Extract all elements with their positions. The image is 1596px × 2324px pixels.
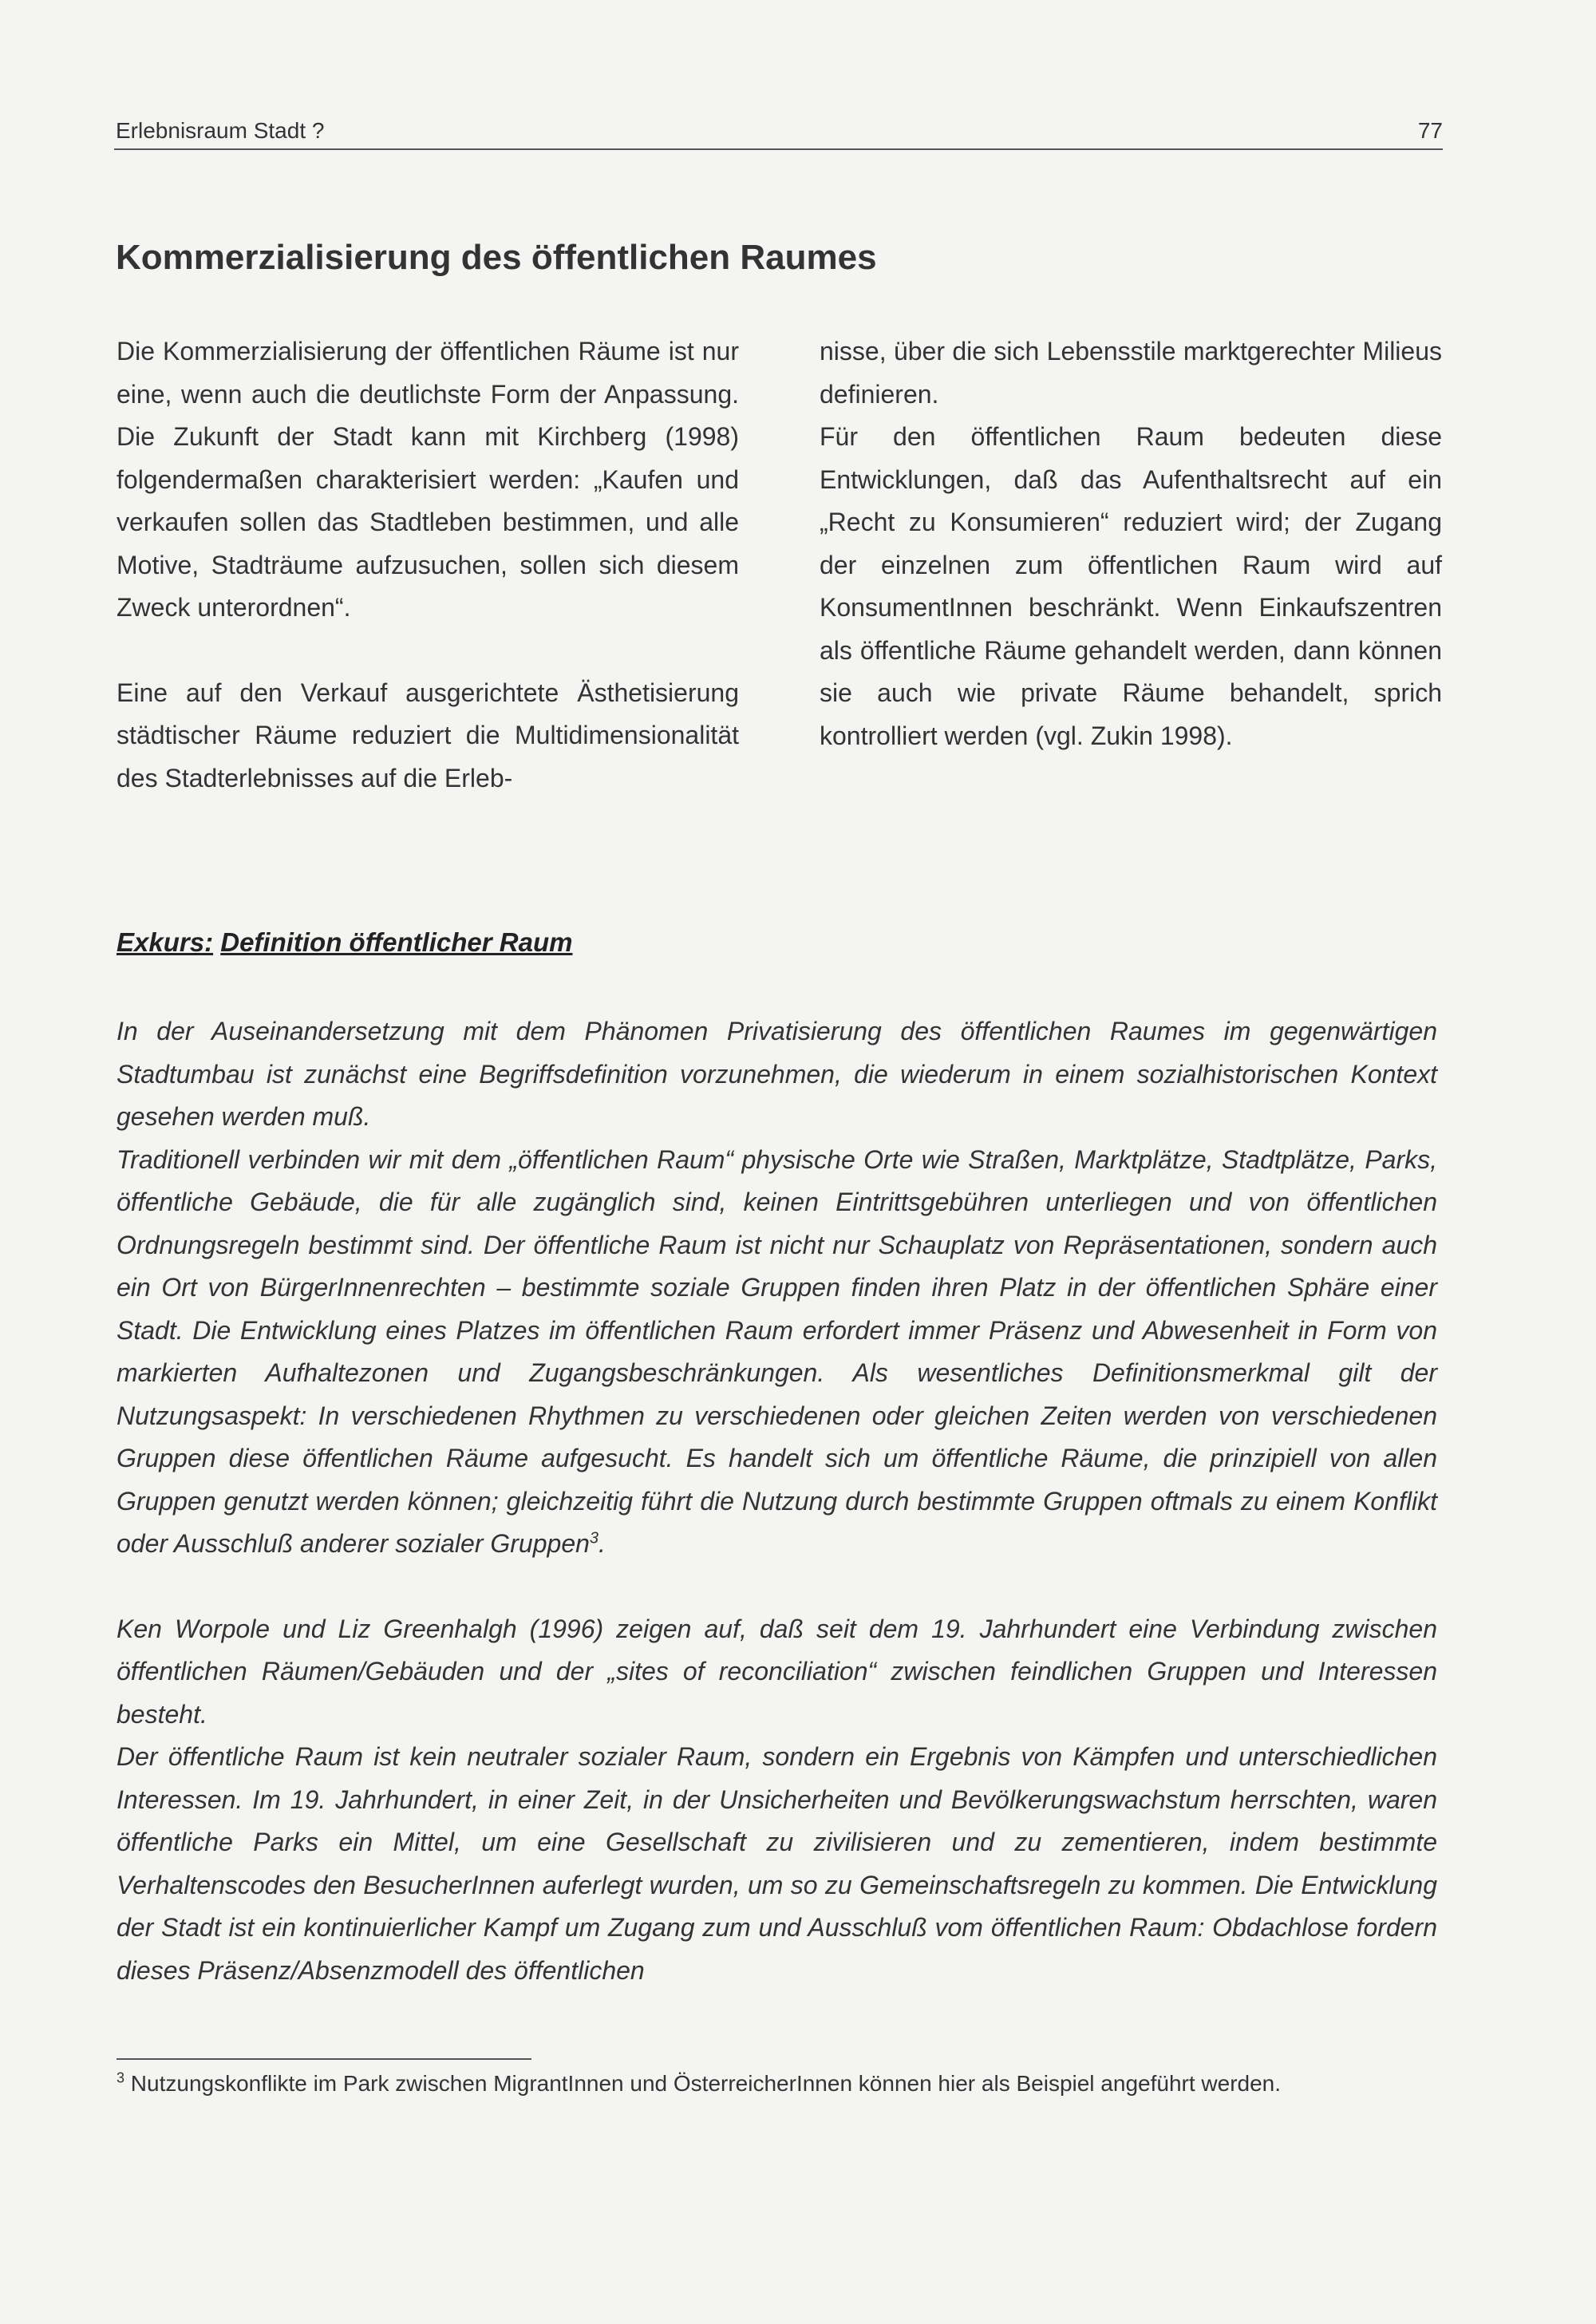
chapter-title: Kommerzialisierung des öffentlichen Raumes [116,238,877,277]
footnote-text: Nutzungskonflikte im Park zwischen MigrantInnen und ÖsterreicherInnen können hier als Beispiel angeführt werden. [130,2071,1282,2096]
paragraph-end: . [598,1529,606,1558]
paragraph-text: Traditionell verbinden wir mit dem „öffentlichen Raum“ physische Orte wie Straßen, Marktplätze, Stadtplätze, Parks, öffentliche Gebäude, die für alle zugänglich sind, keinen Eintrittsgebühren unterliegen und von öffentlichen Ordnungsregeln bestimmt sind. Der öffentliche Raum ist nicht nur Schauplatz von Repräsentationen, sondern auch ein Ort von BürgerInnenrechten – bestimmte soziale Gruppen finden ihren Platz in der öffentlichen Sphäre einer Stadt. Die Entwicklung eines Platzes im öffentlichen Raum erfordert immer Präsenz und Abwesenheit in Form von markierten Aufhaltezonen und Zugangsbeschränkungen. Als wesentliches Definitionsmerkmal gilt der Nutzungsaspekt: In verschiedenen Rhythmen zu verschiedenen oder gleichen Zeiten werden von verschiedenen Gruppen diese öffentlichen Räume aufgesucht. Es handelt sich um öffentliche Räume, die prinzipiell von allen Gruppen genutzt werden können; gleichzeitig führt die Nutzung durch bestimmte Gruppen oftmals zu einem Konflikt oder Ausschluß anderer sozialer Gruppen [117,1144,1437,1558]
page-number: 77 [1417,118,1443,143]
running-title: Erlebnisraum Stadt ? [116,118,325,143]
paragraph [117,1139,1437,1566]
excursus-label: Exkurs: [117,927,214,957]
paragraph: nisse, über die sich Lebensstile marktgerechter Milieus definieren. [820,337,1442,409]
paragraph: In der Auseinandersetzung mit dem Phänomen Privatisierung des öffentlichen Raumes im gegenwärtigen Stadtumbau ist zunächst eine Begriffsdefinition vorzunehmen, die wiederum in einem sozialhistorischen Kontext gesehen werden muß. [117,1017,1437,1131]
paragraph: Der öffentliche Raum ist kein neutraler sozialer Raum, sondern ein Ergebnis von Kämpfen und unterschiedlichen Interessen. Im 19. Jahrhundert, in einer Zeit, in der Unsicherheiten und Bevölkerungswachstum herrschten, waren öffentliche Parks ein Mittel, um eine Gesellschaft zu zivilisieren und zu zementieren, indem bestimmte Verhaltenscodes den BesucherInnen auferlegt wurden, um so zu Gemeinschaftsregeln zu kommen. Die Entwicklung der Stadt ist ein kontinuierlicher Kampf um Zugang zum und Ausschluß vom öffentlichen Raum: Obdachlose fordern dieses Präsenz/Absenzmodell des öffentlichen [117,1742,1437,1985]
footnote-reference[interactable]: 3 [589,1529,599,1547]
excursus-heading [117,927,572,958]
paragraph: Ken Worpole und Liz Greenhalgh (1996) zeigen auf, daß seit dem 19. Jahrhundert eine Verbindung zwischen öffentlichen Räumen/Gebäuden und der „sites of reconciliation“ zwischen feindlichen Gruppen und Interessen besteht. [117,1614,1437,1729]
left-column [117,330,739,800]
excursus-body [117,1010,1437,1992]
footnote-marker: 3 [117,2069,125,2086]
running-header [114,118,1443,150]
right-column [820,330,1442,757]
paragraph: Für den öffentlichen Raum bedeuten diese Entwicklungen, daß das Aufenthaltsrecht auf ein „Recht zu Konsumieren“ reduziert wird; der Zugang der einzelnen zum öffentlichen Raum wird auf KonsumentInnen beschränkt. Wenn Einkaufszentren als öffentliche Räume gehandelt werden, dann können sie auch wie private Räume behandelt, sprich kontrolliert werden (vgl. Zukin 1998). [820,422,1442,750]
paragraph: Eine auf den Verkauf ausgerichtete Ästhetisierung städtischer Räume reduziert die Multidimensionalität des Stadterlebnisses auf die Erleb- [117,678,739,792]
excursus-title: Definition öffentlicher Raum [220,927,573,957]
paragraph: Die Kommerzialisierung der öffentlichen Räume ist nur eine, wenn auch die deutlichste Form der Anpassung. Die Zukunft der Stadt kann mit Kirchberg (1998) folgendermaßen charakterisiert werden: „Kaufen und verkaufen sollen das Stadtleben bestimmen, und alle Motive, Stadträume aufzusuchen, sollen sich diesem Zweck unterordnen“. [117,337,739,622]
footnote [117,2069,1437,2099]
footnote-divider [117,2058,531,2060]
